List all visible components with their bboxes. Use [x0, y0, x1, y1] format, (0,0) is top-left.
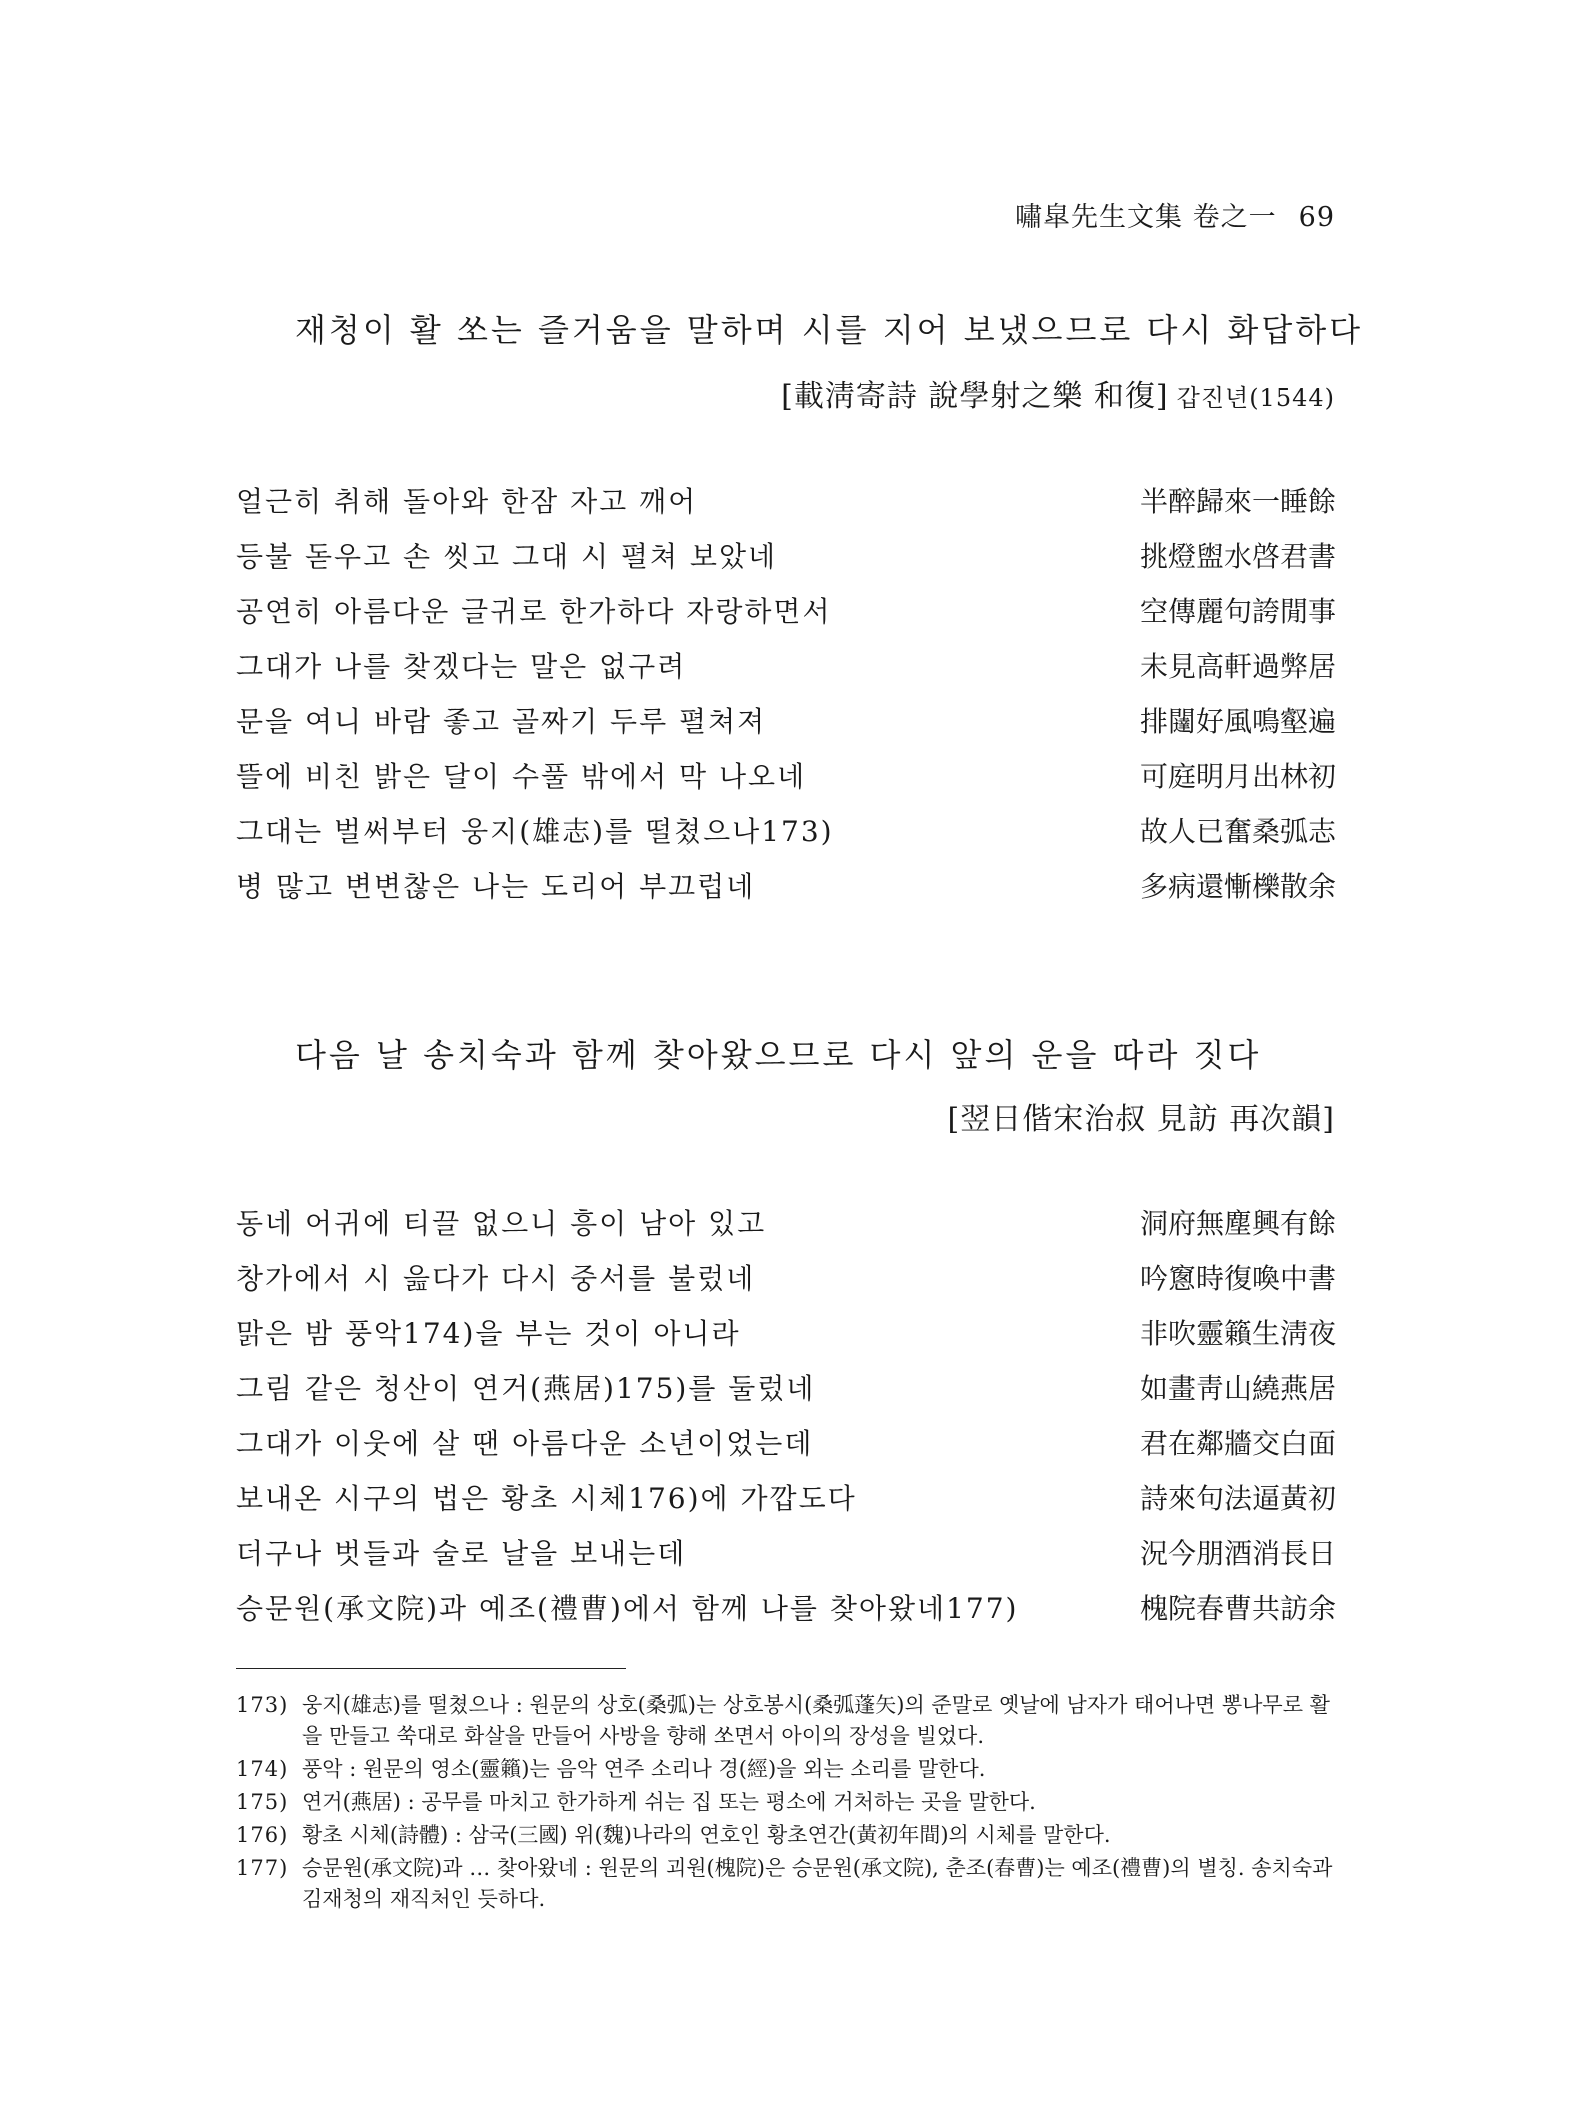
footnote: [236, 1787, 1341, 1818]
poem-line: [236, 1367, 1336, 1422]
poem-line-hanja: 君在鄰牆交白面: [1139, 1427, 1336, 1460]
poem-title-korean: 재청이 활 쏘는 즐거움을 말하며 시를 지어 보냈으므로 다시 화답하다: [295, 311, 1364, 349]
poem-line-korean: 그림 같은 청산이 연거(燕居)175)를 둘렀네: [236, 1372, 816, 1405]
footnote-divider: [236, 1668, 626, 1669]
poem-line: [236, 1202, 1336, 1257]
poem-line-hanja: 詩來句法逼黃初: [1139, 1482, 1336, 1515]
poem-line-korean: 창가에서 시 읊다가 다시 중서를 불렀네: [236, 1262, 756, 1295]
poem-line-hanja: 吟窻時復喚中書: [1139, 1262, 1336, 1295]
poem-title-hanja-text: [載淸寄詩 說學射之樂 和復]: [781, 379, 1169, 414]
poem-line: [236, 810, 1336, 865]
footnote: [236, 1690, 1341, 1752]
poem-date-note: 갑진년(1544): [1176, 384, 1335, 412]
poem-line-korean: 병 많고 변변찮은 나는 도리어 부끄럽네: [236, 870, 756, 903]
poem-line-hanja: 槐院春曹共訪余: [1139, 1592, 1336, 1625]
poem-line: [236, 1477, 1336, 1532]
poem-line: [236, 645, 1336, 700]
poem-line-korean: 그대는 벌써부터 웅지(雄志)를 떨쳤으나173): [236, 815, 834, 848]
footnote-number: 176): [236, 1823, 289, 1847]
poem-line-hanja: 排闥好風鳴壑遍: [1139, 705, 1336, 738]
poem-title-hanja: [948, 1094, 1335, 1138]
poem-line: [236, 1587, 1336, 1642]
poem-line-hanja: 可庭明月出林初: [1139, 760, 1336, 793]
poem-line-korean: 더구나 벗들과 술로 날을 보내는데: [236, 1537, 687, 1570]
poem-line-hanja: 半醉歸來一睡餘: [1139, 485, 1336, 518]
poem-line-hanja: 況今朋酒消長日: [1139, 1537, 1336, 1570]
poem-line: [236, 755, 1336, 810]
footnote-number: 174): [236, 1757, 289, 1781]
poem-lines: [236, 480, 1336, 920]
footnote-text: 황초 시체(詩體) : 삼국(三國) 위(魏)나라의 연호인 황초연간(黃初年間)의 시체를 말한다.: [302, 1823, 1111, 1847]
poem-lines: [236, 1202, 1336, 1642]
poem-title-hanja: [781, 371, 1335, 415]
poem-line-korean: 동네 어귀에 티끌 없으니 흥이 남아 있고: [236, 1207, 767, 1240]
poem-line-korean: 등불 돋우고 손 씻고 그대 시 펼쳐 보았네: [236, 540, 778, 573]
footnote: [236, 1853, 1341, 1915]
poem-title-hanja-text: [翌日偕宋治叔 見訪 再次韻]: [947, 1102, 1335, 1137]
poem-line-hanja: 多病還慚櫟散余: [1139, 870, 1336, 903]
poem-line: [236, 865, 1336, 920]
footnote-number: 175): [236, 1790, 289, 1814]
footnote-text: 웅지(雄志)를 떨쳤으나 : 원문의 상호(桑弧)는 상호봉시(桑弧蓬矢)의 준말로 옛날에 남자가 태어나면 뽕나무로 활을 만들고 쑥대로 화살을 만들어 사방을 향해 쏘면서 아이의 장성을 빌었다.: [302, 1693, 1330, 1748]
footnotes: [236, 1690, 1341, 1917]
poem-line: [236, 480, 1336, 535]
poem-line: [236, 700, 1336, 755]
footnote-text: 풍악 : 원문의 영소(靈籟)는 음악 연주 소리나 경(經)을 외는 소리를 말한다.: [302, 1757, 986, 1781]
poem-line-hanja: 如畫靑山繞燕居: [1139, 1372, 1336, 1405]
poem-line-hanja: 未見高軒過弊居: [1139, 650, 1336, 683]
poem-line-korean: 얼근히 취해 돌아와 한잠 자고 깨어: [236, 485, 698, 518]
running-header: [1015, 195, 1335, 234]
poem-line: [236, 1257, 1336, 1312]
poem-line-korean: 그대가 이웃에 살 땐 아름다운 소년이었는데: [236, 1427, 814, 1460]
page-number: 69: [1298, 202, 1335, 233]
poem-line-hanja: 故人已奮桑弧志: [1139, 815, 1336, 848]
poem-line-hanja: 非吹靈籟生淸夜: [1139, 1317, 1336, 1350]
poem-line: [236, 590, 1336, 645]
footnote-text: 승문원(承文院)과 … 찾아왔네 : 원문의 괴원(槐院)은 승문원(承文院), 춘조(春曹)는 예조(禮曹)의 별칭. 송치숙과 김재청의 재직처인 듯하다.: [302, 1856, 1333, 1911]
poem-line-korean: 보내온 시구의 법은 황초 시체176)에 가깝도다: [236, 1482, 857, 1515]
book-title: 嘯皐先生文集 卷之一: [1015, 202, 1277, 233]
poem-line-korean: 그대가 나를 찾겠다는 말은 없구려: [236, 650, 687, 683]
footnote-text: 연거(燕居) : 공무를 마치고 한가하게 쉬는 집 또는 평소에 거처하는 곳을 말한다.: [302, 1790, 1036, 1814]
poem-line: [236, 1422, 1336, 1477]
poem-line: [236, 1312, 1336, 1367]
poem-line-hanja: 空傳麗句誇閒事: [1139, 595, 1336, 628]
poem-line-hanja: 洞府無塵興有餘: [1139, 1207, 1336, 1240]
poem-line-korean: 뜰에 비친 밝은 달이 수풀 밖에서 막 나오네: [236, 760, 807, 793]
poem-line: [236, 1532, 1336, 1587]
poem-line-korean: 문을 여니 바람 좋고 골짜기 두루 펼쳐져: [236, 705, 767, 738]
footnote-number: 177): [236, 1856, 289, 1880]
poem-line-hanja: 挑燈盥水啓君書: [1139, 540, 1336, 573]
poem-line-korean: 맑은 밤 풍악174)을 부는 것이 아니라: [236, 1317, 741, 1350]
footnote-number: 173): [236, 1693, 289, 1717]
footnote: [236, 1754, 1341, 1785]
footnote: [236, 1820, 1341, 1851]
poem-line: [236, 535, 1336, 590]
poem-line-korean: 승문원(承文院)과 예조(禮曹)에서 함께 나를 찾아왔네177): [236, 1592, 1019, 1625]
poem-line-korean: 공연히 아름다운 글귀로 한가하다 자랑하면서: [236, 595, 832, 628]
poem-title-korean: 다음 날 송치숙과 함께 찾아왔으므로 다시 앞의 운을 따라 짓다: [295, 1036, 1262, 1074]
